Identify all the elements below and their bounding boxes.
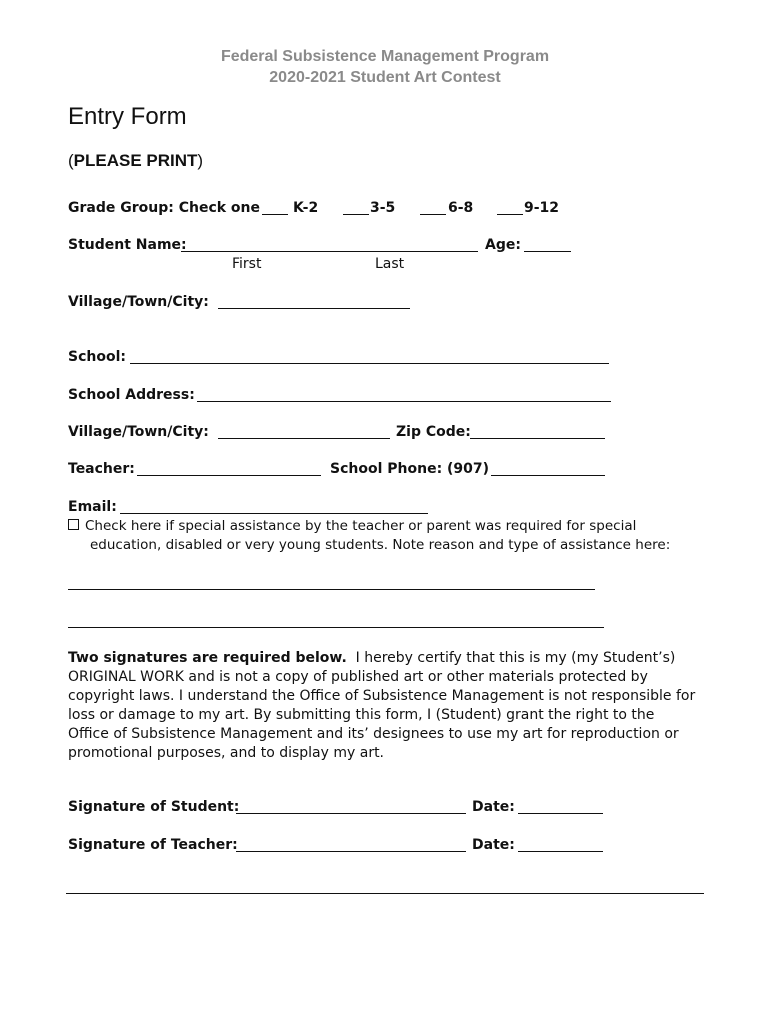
assistance-reason-line-1[interactable]	[68, 589, 595, 590]
teacher-date-label: Date:	[472, 837, 515, 853]
student-date-label: Date:	[472, 799, 515, 815]
teacher-field[interactable]	[137, 475, 321, 476]
grade-option-6-8: 6-8	[448, 200, 474, 216]
zip-code-field[interactable]	[470, 438, 605, 439]
special-assistance-line1	[68, 518, 636, 534]
age-field[interactable]	[524, 251, 571, 252]
grade-group-label: Grade Group: Check one	[68, 200, 261, 216]
contest-title: 2020-2021 Student Art Contest	[269, 69, 501, 86]
form-title: Entry Form	[68, 103, 187, 130]
program-title: Federal Subsistence Management Program	[220, 48, 550, 65]
student-name-field[interactable]	[181, 251, 478, 252]
student-date-field[interactable]	[518, 813, 603, 814]
teacher-signature-label: Signature of Teacher:	[68, 837, 238, 853]
school-field[interactable]	[130, 363, 609, 364]
school-label: School:	[68, 349, 126, 365]
student-name-label: Student Name:	[68, 237, 187, 253]
teacher-date-field[interactable]	[518, 851, 603, 852]
special-assistance-text: Check here if special assistance by the teacher or parent was required for special	[85, 518, 637, 534]
school-village-field[interactable]	[218, 438, 390, 439]
certification-lead: Two signatures are required below.	[68, 650, 347, 666]
grade-option-k2: K-2	[293, 200, 319, 216]
grade-k2-blank[interactable]	[262, 214, 288, 215]
email-label: Email:	[68, 499, 117, 515]
special-assistance-line2: education, disabled or very young students. Note reason and type of assistance here:	[90, 537, 671, 553]
grade-6-8-blank[interactable]	[420, 214, 446, 215]
village-label: Village/Town/City:	[68, 294, 209, 310]
zip-code-label: Zip Code:	[396, 424, 471, 440]
assistance-reason-line-2[interactable]	[68, 627, 604, 628]
grade-option-9-12: 9-12	[524, 200, 560, 216]
email-field[interactable]	[120, 513, 428, 514]
village-field[interactable]	[218, 308, 410, 309]
grade-9-12-blank[interactable]	[497, 214, 523, 215]
teacher-label: Teacher:	[68, 461, 135, 477]
school-phone-field[interactable]	[491, 475, 605, 476]
school-phone-label: School Phone: (907)	[330, 461, 490, 477]
school-village-label: Village/Town/City:	[68, 424, 209, 440]
certification-body: I hereby certify that this is my (my Student’s) ORIGINAL WORK and is not a copy of published art or other materials protected by copyright laws. I understand the Office of Subsistence Management is not responsible for loss or damage to my art. By submitting this form, I (Student) grant the right to the Office of Subsistence Management and its’ designees to use my art for reproduction or promotional purposes, and to display my art.	[68, 650, 696, 761]
student-signature-label: Signature of Student:	[68, 799, 240, 815]
teacher-signature-field[interactable]	[236, 851, 466, 852]
student-signature-field[interactable]	[236, 813, 466, 814]
certification-paragraph	[68, 649, 698, 763]
footer-divider	[66, 893, 704, 894]
please-print-note: (PLEASE PRINT)	[68, 151, 204, 170]
first-name-caption: First	[232, 256, 262, 272]
last-name-caption: Last	[375, 256, 405, 272]
school-address-field[interactable]	[197, 401, 611, 402]
age-label: Age:	[485, 237, 521, 253]
special-assistance-checkbox[interactable]	[68, 519, 79, 530]
grade-3-5-blank[interactable]	[343, 214, 369, 215]
school-address-label: School Address:	[68, 387, 195, 403]
grade-option-3-5: 3-5	[370, 200, 396, 216]
